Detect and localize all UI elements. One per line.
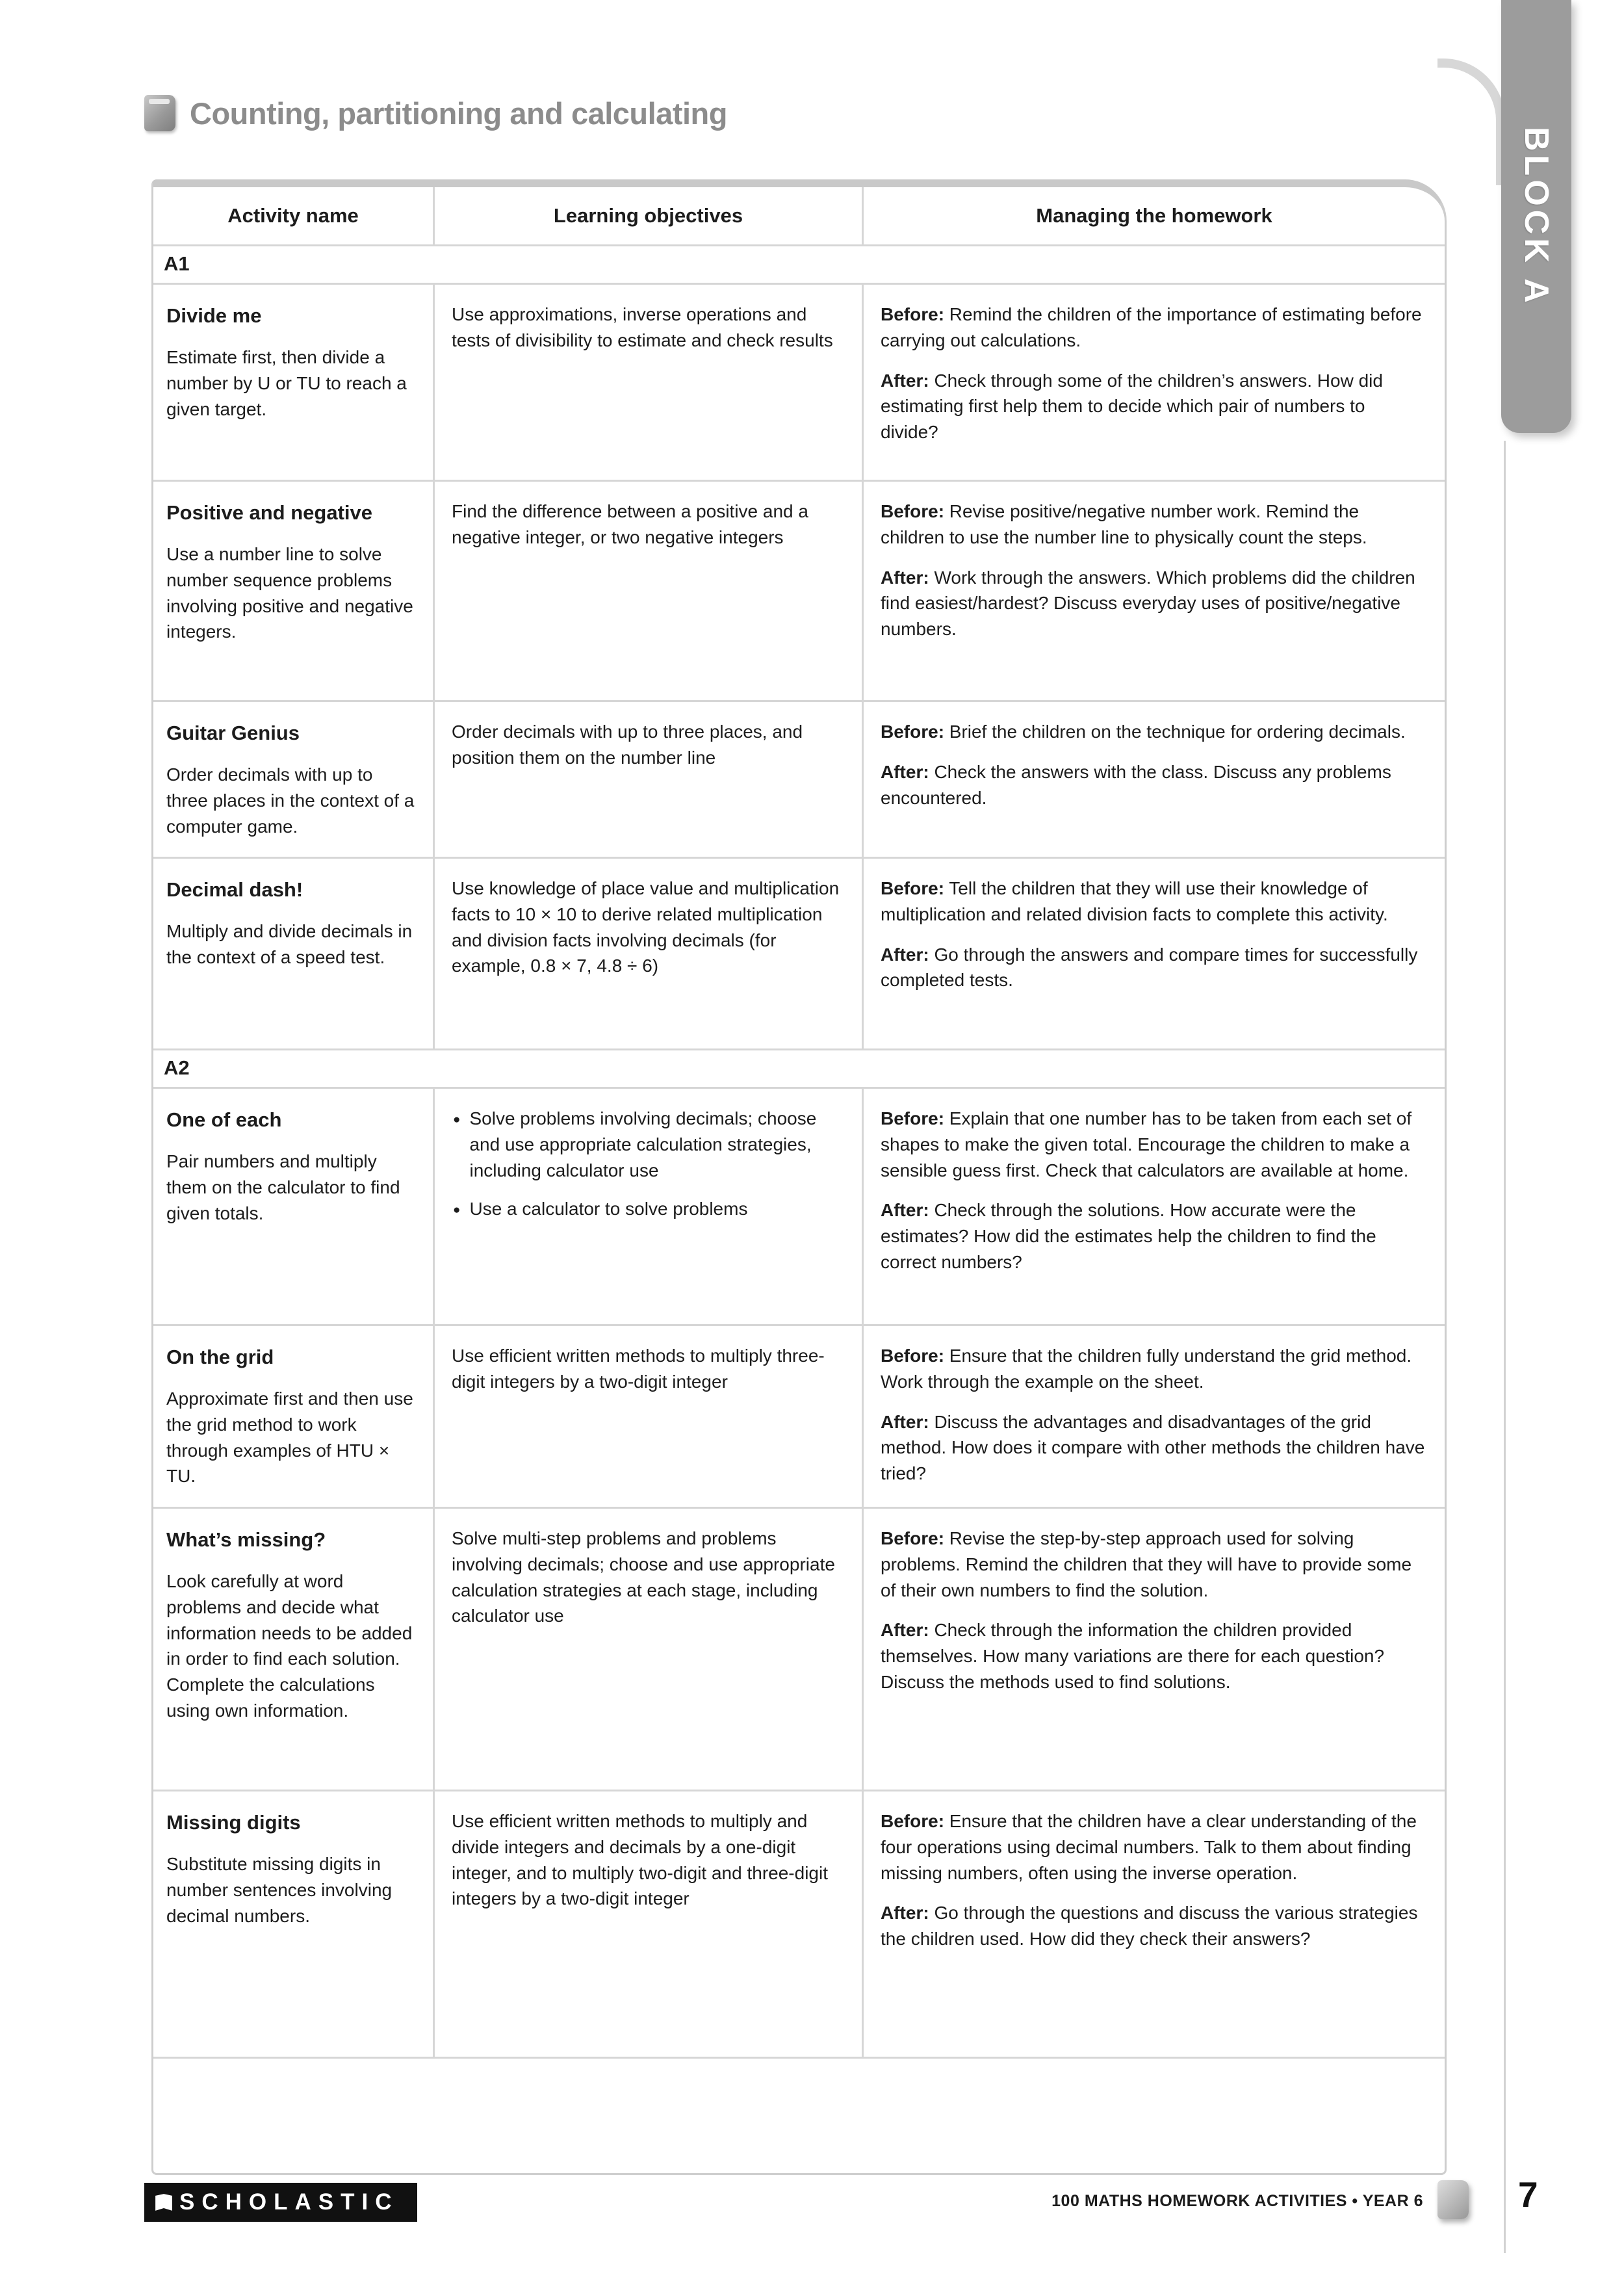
managing-text: Revise the step-by-step approach used for solving problems. Remind the children that they will have to provide some of their own numbers to find the solution.	[881, 1528, 1412, 1600]
after-label: After:	[881, 944, 929, 965]
activity-name-cell	[153, 482, 433, 700]
managing-paragraph	[881, 759, 1426, 811]
activity-row	[153, 482, 1445, 702]
page-number: 7	[1518, 2174, 1538, 2215]
learning-objectives-cell	[433, 702, 862, 857]
column-header-activity-name: Activity name	[227, 204, 359, 227]
activity-description: Estimate first, then divide a number by U or TU to reach a given target.	[166, 347, 407, 419]
section-label: A1	[164, 252, 190, 275]
activity-name-cell	[153, 702, 433, 857]
objective-item	[452, 1196, 844, 1222]
objective-text: Use efficient written methods to multiply three-digit integers by a two-digit integer	[452, 1346, 825, 1392]
managing-paragraph	[881, 942, 1426, 994]
managing-text: Check through the information the children provided themselves. How many variations are there for each question? Discuss the methods used to find solutions.	[881, 1620, 1385, 1692]
objective-text: Order decimals with up to three places, and position them on the number line	[452, 722, 803, 768]
activity-row	[153, 1509, 1445, 1791]
before-label: Before:	[881, 878, 945, 898]
footer-series-text	[962, 2192, 1423, 2211]
managing-paragraph	[881, 1617, 1426, 1695]
learning-objectives-cell	[433, 859, 862, 1048]
managing-paragraph	[881, 368, 1426, 445]
activity-row	[153, 1326, 1445, 1509]
activity-description: Substitute missing digits in number sentences involving decimal numbers.	[166, 1854, 393, 1926]
right-margin-rule	[1504, 441, 1506, 2253]
managing-paragraph	[881, 302, 1426, 354]
activity-name: Guitar Genius	[166, 722, 300, 744]
after-label: After:	[881, 1620, 929, 1641]
managing-text: Check through some of the children’s answers. How did estimating first help them to decide which pair of numbers to divide?	[881, 370, 1383, 442]
activity-description: Approximate first and then use the grid method to work through examples of HTU × TU.	[166, 1388, 413, 1487]
managing-paragraph	[881, 1526, 1426, 1603]
objective-text: Use knowledge of place value and multiplication facts to 10 × 10 to derive related multiplication and division facts involving decimals (for example, 0.8 × 7, 4.8 ÷ 6)	[452, 878, 840, 976]
column-header-managing-homework: Managing the homework	[862, 187, 1445, 244]
footer-book-icon	[1437, 2180, 1469, 2219]
managing-text: Check the answers with the class. Discuss any problems encountered.	[881, 761, 1391, 808]
objective-text: Solve multi-step problems and problems involving decimals; choose and use appropriate calculation strategies at each stage, including calculator use	[452, 1528, 835, 1626]
section-label: A2	[164, 1056, 190, 1079]
table-body	[153, 246, 1445, 2059]
activity-name: Positive and negative	[166, 501, 372, 524]
objective-text: Use efficient written methods to multiply and divide integers and decimals by a one-digit integer, and to multiply two-digit and three-digit integers by a two-digit integer	[452, 1811, 828, 1909]
after-label: After:	[881, 1411, 929, 1432]
managing-text: Go through the questions and discuss the various strategies the children used. How did they check their answers?	[881, 1903, 1418, 1949]
activity-description: Look carefully at word problems and decide what information needs to be added in order to find each solution. Complete the calculations using own information.	[166, 1571, 413, 1721]
activity-name: Divide me	[166, 304, 262, 327]
activity-description: Use a number line to solve number sequence problems involving positive and negative integers.	[166, 544, 413, 642]
learning-objectives-cell	[433, 1326, 862, 1507]
footer-separator: •	[1352, 2192, 1358, 2210]
managing-text: Explain that one number has to be taken from each set of shapes to make the given total. Encourage the children to make a sensible guess first. Check that calculators are available at home.	[881, 1108, 1412, 1180]
managing-paragraph	[881, 565, 1426, 642]
activity-name: Missing digits	[166, 1811, 301, 1834]
corner-arc-decoration	[1437, 59, 1505, 185]
managing-text: Brief the children on the technique for ordering decimals.	[944, 722, 1406, 742]
learning-objectives-cell	[433, 1089, 862, 1324]
before-label: Before:	[881, 1811, 945, 1831]
table-bottom-spacer	[153, 2059, 1445, 2173]
objective-text: Find the difference between a positive and a negative integer, or two negative integers	[452, 501, 808, 547]
managing-homework-cell	[862, 1089, 1445, 1324]
scholastic-logo-text: SCHOLASTIC	[179, 2189, 399, 2215]
activity-name-cell	[153, 285, 433, 480]
activity-row	[153, 285, 1445, 482]
scholastic-logo	[144, 2183, 417, 2222]
activity-name-cell	[153, 1509, 433, 1790]
managing-homework-cell	[862, 702, 1445, 857]
activity-name-cell	[153, 1791, 433, 2057]
managing-text: Work through the answers. Which problems did the children find easiest/hardest? Discuss everyday uses of positive/negative numbers.	[881, 567, 1415, 639]
activity-name: On the grid	[166, 1346, 274, 1368]
managing-paragraph	[881, 499, 1426, 551]
section-label-row	[153, 246, 1445, 285]
activity-name: One of each	[166, 1108, 282, 1131]
activity-description: Order decimals with up to three places in the context of a computer game.	[166, 764, 415, 837]
learning-objectives-cell	[433, 1791, 862, 2057]
learning-objectives-cell	[433, 285, 862, 480]
section-label-row	[153, 1050, 1445, 1089]
objective-item	[452, 1106, 844, 1183]
managing-paragraph	[881, 876, 1426, 928]
managing-text: Discuss the advantages and disadvantages of the grid method. How does it compare with other methods the children have tried?	[881, 1411, 1425, 1483]
activity-description: Pair numbers and multiply them on the calculator to find given totals.	[166, 1151, 400, 1223]
activity-name-cell	[153, 859, 433, 1048]
after-label: After:	[881, 567, 929, 588]
managing-paragraph	[881, 1900, 1426, 1952]
activities-table	[151, 179, 1447, 2175]
bullet-icon: ●	[453, 1113, 461, 1126]
learning-objectives-cell	[433, 482, 862, 700]
activity-name: What’s missing?	[166, 1528, 326, 1551]
activity-row	[153, 702, 1445, 859]
managing-text: Go through the answers and compare times for successfully completed tests.	[881, 944, 1418, 991]
activity-description: Multiply and divide decimals in the context of a speed test.	[166, 921, 413, 967]
before-label: Before:	[881, 1346, 945, 1366]
objective-text: Solve problems involving decimals; choose and use appropriate calculation strategies, including calculator use	[469, 1108, 817, 1180]
table-header-row	[153, 187, 1445, 246]
block-a-tab-label: BLOCK A	[1517, 126, 1555, 307]
activity-row	[153, 859, 1445, 1050]
book-icon	[144, 95, 175, 131]
footer-series: 100 MATHS HOMEWORK ACTIVITIES	[1051, 2192, 1347, 2210]
footer-year: YEAR 6	[1362, 2192, 1423, 2210]
objective-text: Use approximations, inverse operations and tests of divisibility to estimate and check results	[452, 304, 833, 350]
before-label: Before:	[881, 722, 945, 742]
after-label: After:	[881, 1903, 929, 1923]
activity-row	[153, 1791, 1445, 2059]
managing-text: Ensure that the children fully understand the grid method. Work through the example on the sheet.	[881, 1346, 1412, 1392]
learning-objectives-cell	[433, 1509, 862, 1790]
managing-homework-cell	[862, 285, 1445, 480]
after-label: After:	[881, 370, 929, 391]
page-title: Counting, partitioning and calculating	[190, 96, 727, 131]
managing-text: Ensure that the children have a clear understanding of the four operations using decimal numbers. Talk to them about finding missing numbers, often using the inverse operation.	[881, 1811, 1417, 1883]
before-label: Before:	[881, 304, 945, 324]
managing-paragraph	[881, 719, 1426, 745]
managing-homework-cell	[862, 1509, 1445, 1790]
objective-text: Use a calculator to solve problems	[469, 1199, 748, 1219]
open-book-icon	[155, 2193, 173, 2211]
managing-paragraph	[881, 1197, 1426, 1275]
managing-homework-cell	[862, 1326, 1445, 1507]
managing-homework-cell	[862, 482, 1445, 700]
activity-name-cell	[153, 1326, 433, 1507]
managing-paragraph	[881, 1409, 1426, 1487]
managing-homework-cell	[862, 1791, 1445, 2057]
managing-paragraph	[881, 1343, 1426, 1395]
column-header-learning-objectives: Learning objectives	[433, 187, 862, 244]
before-label: Before:	[881, 1108, 945, 1128]
managing-text: Revise positive/negative number work. Remind the children to use the number line to physically count the steps.	[881, 501, 1367, 547]
after-label: After:	[881, 1200, 929, 1221]
after-label: After:	[881, 761, 929, 782]
activity-row	[153, 1089, 1445, 1326]
activity-name: Decimal dash!	[166, 878, 303, 901]
managing-paragraph	[881, 1808, 1426, 1886]
managing-text: Tell the children that they will use their knowledge of multiplication and related division facts to complete this activity.	[881, 878, 1388, 924]
managing-paragraph	[881, 1106, 1426, 1183]
bullet-icon: ●	[453, 1203, 461, 1218]
before-label: Before:	[881, 501, 945, 521]
activity-name-cell	[153, 1089, 433, 1324]
managing-homework-cell	[862, 859, 1445, 1048]
page-header	[144, 95, 727, 131]
before-label: Before:	[881, 1528, 945, 1548]
managing-text: Check through the solutions. How accurate were the estimates? How did the estimates help the children to find the correct numbers?	[881, 1200, 1376, 1272]
block-a-tab	[1501, 0, 1571, 433]
managing-text: Remind the children of the importance of estimating before carrying out calculations.	[881, 304, 1422, 350]
